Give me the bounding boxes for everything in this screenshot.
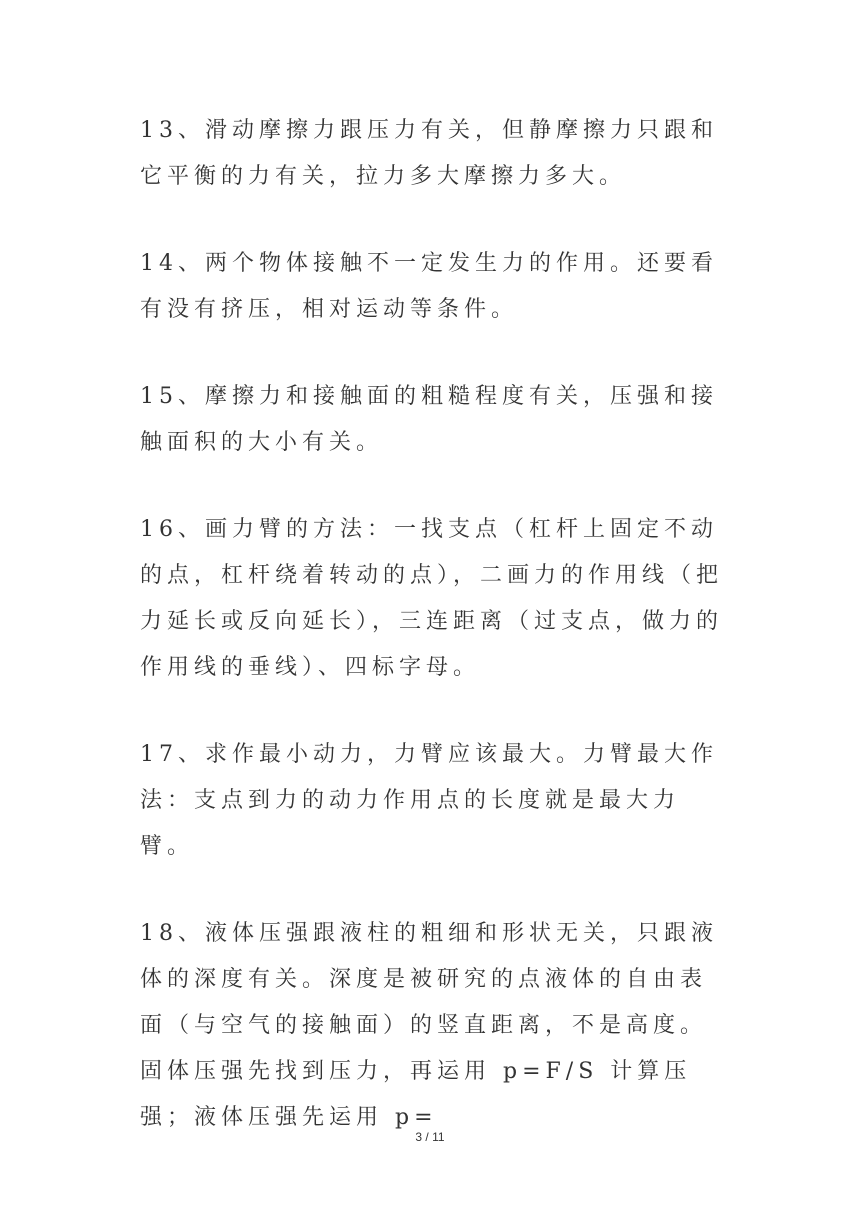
paragraph-13: 13、滑动摩擦力跟压力有关，但静摩擦力只跟和它平衡的力有关，拉力多大摩擦力多大。 [140,118,718,189]
paragraph-14: 14、两个物体接触不一定发生力的作用。还要看有没有挤压，相对运动等条件。 [140,251,718,322]
page-number: 3 / 11 [415,1130,445,1144]
document-body [140,108,730,1182]
paragraph-16: 16、画力臂的方法：一找支点（杠杆上固定不动的点，杠杆绕着转动的点），二画力的作用线（把力延长或反向延长），三连距离（过支点，做力的作用线的垂线）、四标字母。 [140,517,724,680]
paragraph-17: 17、求作最小动力，力臂应该最大。力臂最大作法：支点到力的动力作用点的长度就是最大力臂。 [140,742,718,859]
paragraph-18: 18、液体压强跟液柱的粗细和形状无关，只跟液体的深度有关。深度是被研究的点液体的自由表面（与空气的接触面）的竖直距离，不是高度。固体压强先找到压力，再运用 p=F/S 计算压强；液体压强先运用 p= [140,921,718,1130]
paragraph-15: 15、摩擦力和接触面的粗糙程度有关，压强和接触面积的大小有关。 [140,384,718,455]
